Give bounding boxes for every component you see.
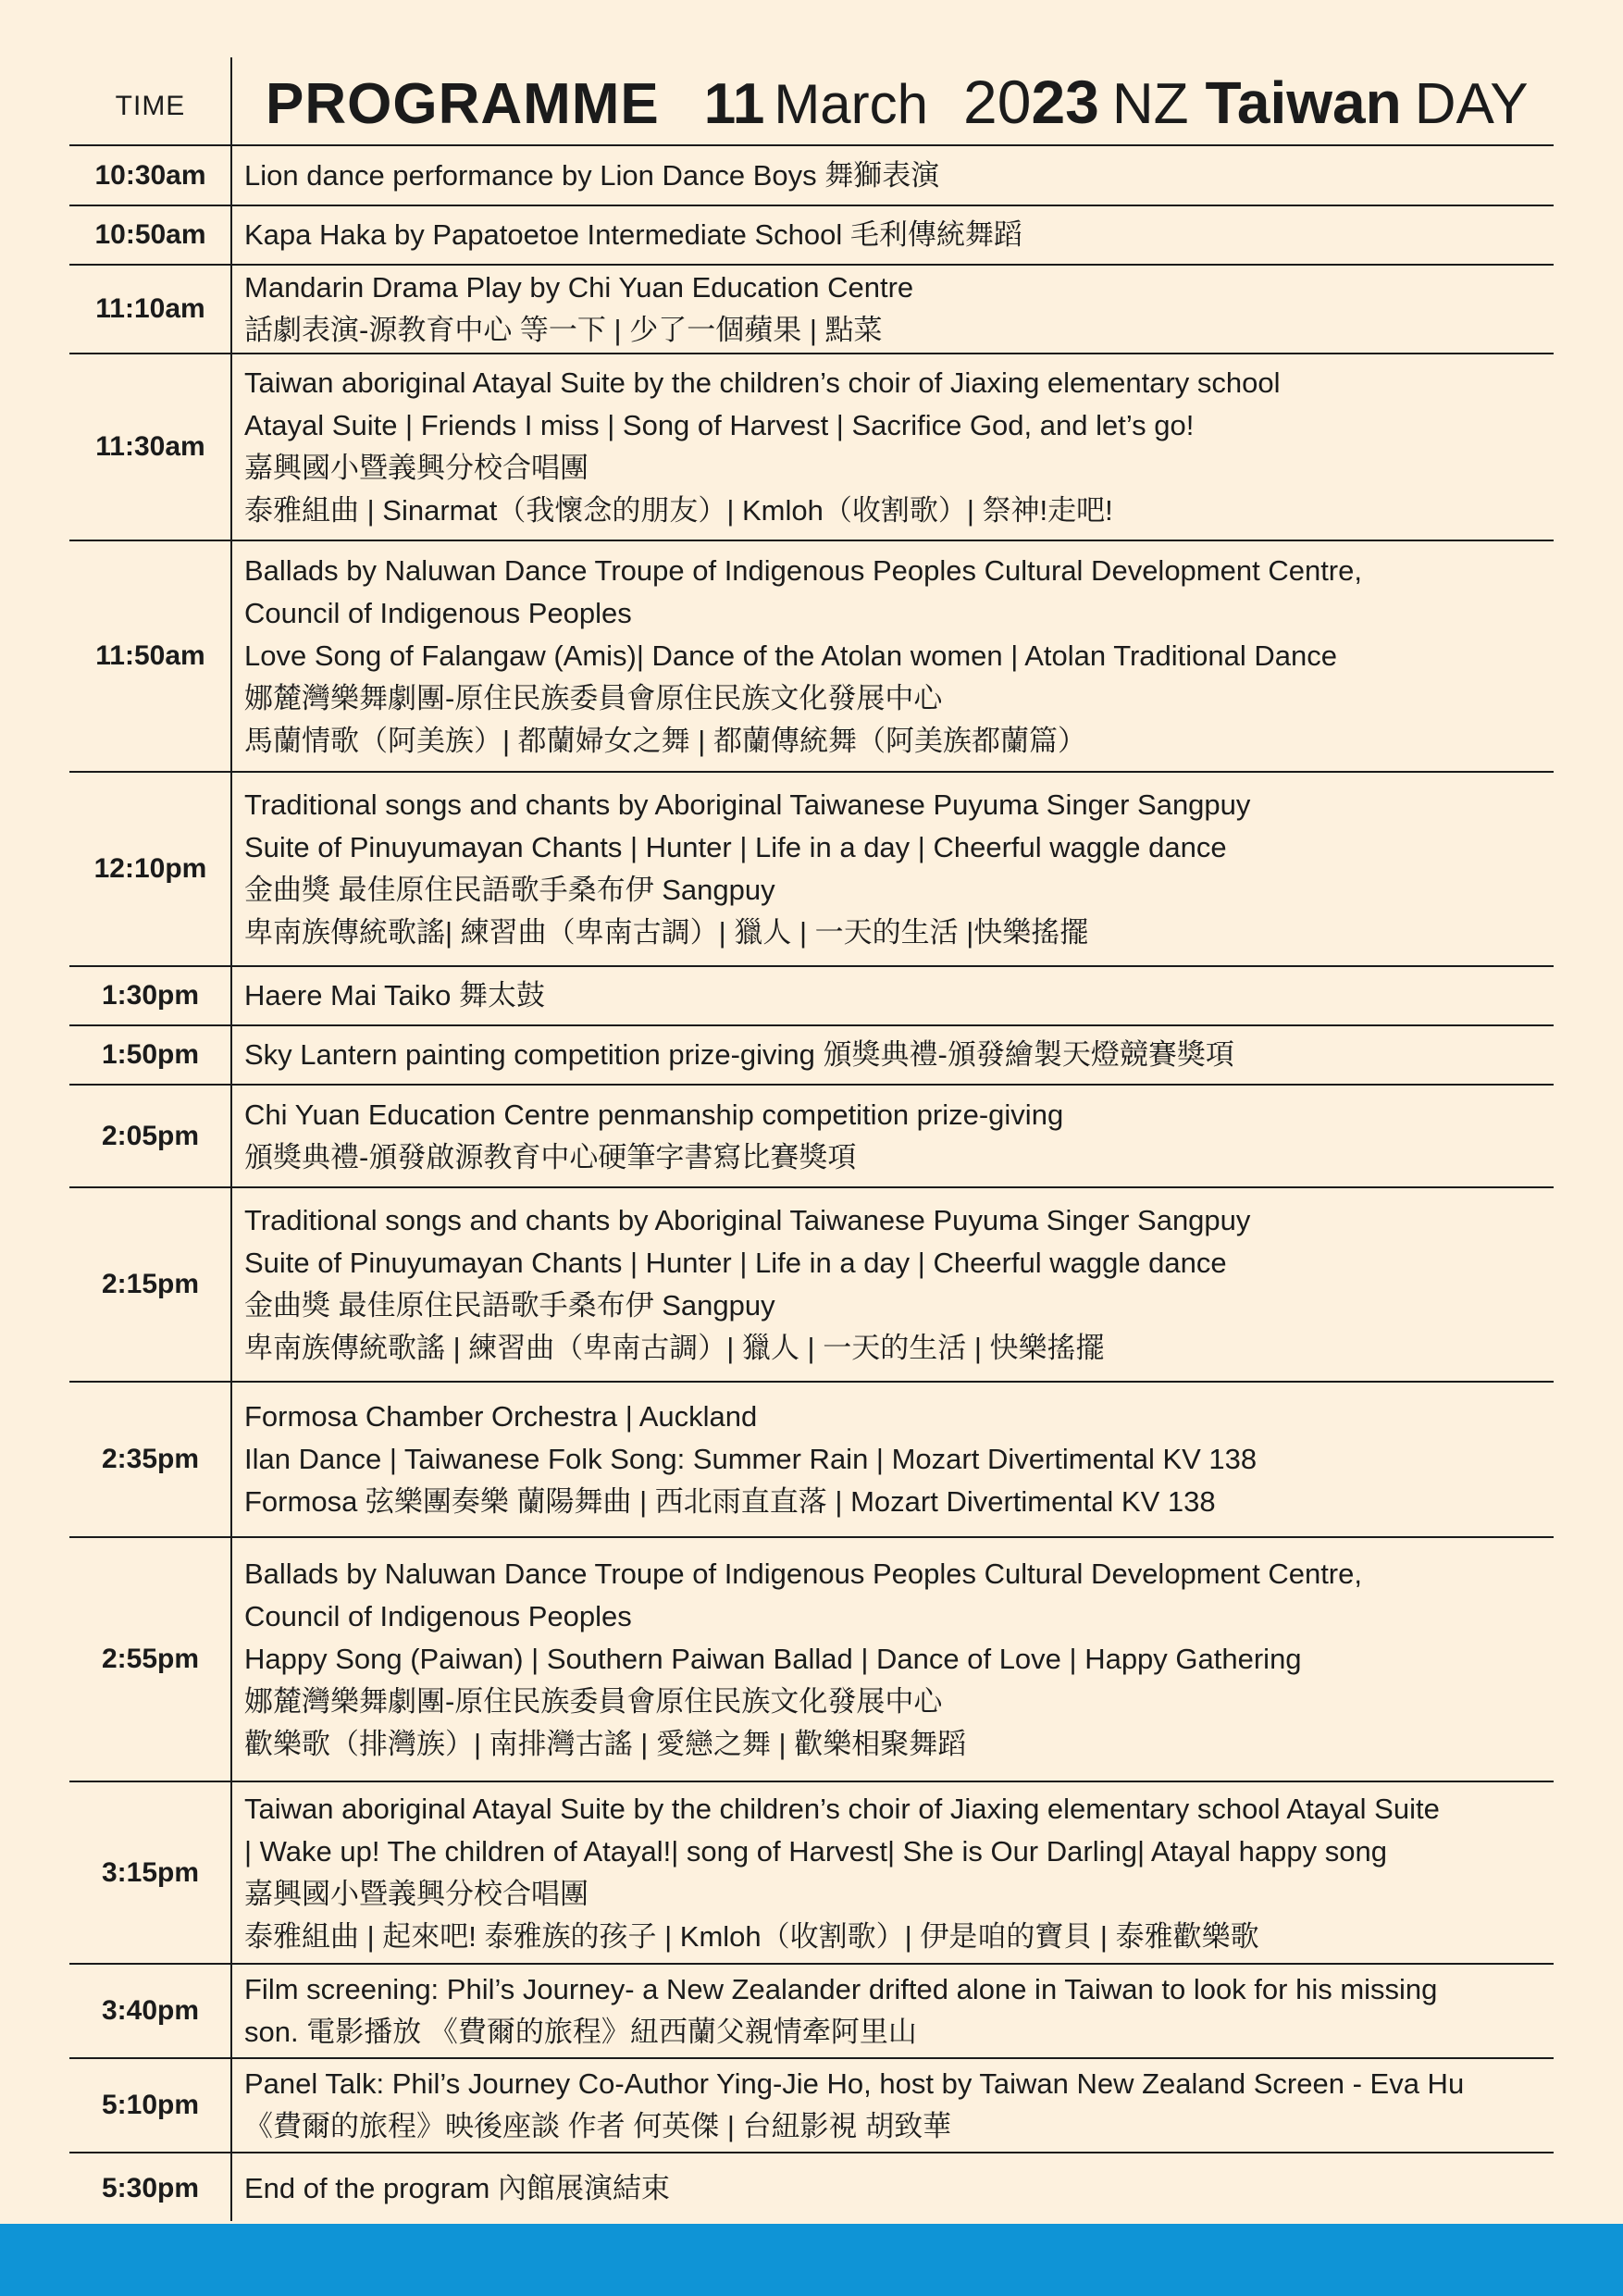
description-line: Ballads by Naluwan Dance Troupe of Indigenous Peoples Cultural Development Centre, [244,1558,1362,1590]
schedule-row [69,2152,1554,2223]
schedule-row [69,205,1554,264]
row-time: 11:30am [95,431,205,462]
description-line: 娜麓灣樂舞劇團-原住民族委員會原住民族文化發展中心 [244,1685,943,1718]
description-line: 卑南族傳統歌謠 | 練習曲（卑南古調）| 獵人 | 一天的生活 | 快樂搖擺 [244,1332,1105,1364]
schedule-row [69,2057,1554,2152]
description-line: Mandarin Drama Play by Chi Yuan Education Centre [244,271,914,304]
description-line: 卑南族傳統歌謠| 練習曲（卑南古調）| 獵人 | 一天的生活 |快樂搖擺 [244,916,1089,949]
row-description [231,266,1554,353]
title-month: March [774,73,929,135]
schedule-row [69,1381,1554,1536]
description-line: Formosa Chamber Orchestra | Auckland [244,1400,758,1433]
description-line: Atayal Suite | Friends I miss | Song of Harvest | Sacrifice God, and let’s go! [244,409,1195,441]
schedule-row [69,353,1554,540]
schedule-row [69,771,1554,965]
footer-band [0,2224,1623,2296]
description-line: son. 電影播放 《費爾的旅程》紐西蘭父親情牽阿里山 [244,2016,917,2048]
schedule-table [69,144,1554,2223]
description-line: Sky Lantern painting competition prize-giving 頒獎典禮-頒發繪製天燈競賽獎項 [244,1038,1234,1071]
description-line: 嘉興國小暨義興分校合唱團 [244,1877,588,1910]
schedule-row [69,1024,1554,1084]
row-description [231,1538,1554,1781]
row-description [231,541,1554,771]
description-line: 《費爾的旅程》映後座談 作者 何英傑 | 台紐影視 胡致華 [244,2110,952,2142]
description-line: Chi Yuan Education Centre penmanship competition prize-giving [244,1098,1064,1131]
row-time: 2:55pm [101,1644,200,1674]
description-line: Ballads by Naluwan Dance Troupe of Indigenous Peoples Cultural Development Centre, [244,554,1362,587]
row-time: 11:50am [95,640,205,671]
description-line: 馬蘭情歌（阿美族）| 都蘭婦女之舞 | 都蘭傳統舞（阿美族都蘭篇） [244,725,1086,757]
description-line: Traditional songs and chants by Aboriginal Taiwanese Puyuma Singer Sangpuy [244,788,1251,821]
description-line: 金曲獎 最佳原住民語歌手桑布伊 Sangpuy [244,874,775,906]
row-description [231,1965,1554,2057]
description-line: Love Song of Falangaw (Amis)| Dance of the Atolan women | Atolan Traditional Dance [244,639,1337,672]
row-description [231,1188,1554,1381]
description-line: Happy Song (Paiwan) | Southern Paiwan Ballad | Dance of Love | Happy Gathering [244,1643,1302,1675]
row-description [231,1026,1554,1084]
title-year-prefix: 20 [963,68,1032,136]
row-description [231,146,1554,205]
schedule-row [69,264,1554,353]
programme-title [266,65,1554,156]
schedule-row [69,1536,1554,1781]
row-description [231,967,1554,1024]
row-time: 2:15pm [101,1269,200,1299]
row-time: 10:30am [94,159,206,191]
row-time: 11:10am [95,293,205,324]
row-time: 3:40pm [101,1995,200,2026]
row-time: 5:30pm [101,2172,200,2203]
schedule-row [69,1084,1554,1186]
description-line: Taiwan aboriginal Atayal Suite by the children’s choir of Jiaxing elementary school [244,366,1281,399]
row-description [231,206,1554,264]
schedule-row [69,540,1554,771]
row-time: 5:10pm [101,2090,200,2120]
title-day-number: 11 [703,72,765,136]
title-programme: PROGRAMME [266,72,660,136]
description-line: 金曲獎 最佳原住民語歌手桑布伊 Sangpuy [244,1289,775,1322]
description-line: 歡樂歌（排灣族）| 南排灣古謠 | 愛戀之舞 | 歡樂相聚舞蹈 [244,1728,967,1760]
programme-sheet [69,57,1554,2204]
description-line: 話劇表演-源教育中心 等一下 | 少了一個蘋果 | 點菜 [244,314,883,346]
row-description [231,773,1554,965]
row-time: 12:10pm [93,853,207,884]
row-time: 3:15pm [101,1856,200,1888]
description-line: 泰雅組曲 | 起來吧! 泰雅族的孩子 | Kmloh（收割歌）| 伊是咱的寶貝 | 泰雅歡樂歌 [244,1919,1259,1953]
description-line: Panel Talk: Phil’s Journey Co-Author Ying-Jie Ho, host by Taiwan New Zealand Screen - Eva Hu [244,2067,1465,2100]
row-time: 10:50am [94,219,206,250]
row-description [231,1782,1554,1963]
description-line: Haere Mai Taiko 舞太鼓 [244,979,546,1011]
time-column-heading: TIME [115,91,186,121]
row-description [231,2059,1554,2152]
description-line: Suite of Pinuyumayan Chants | Hunter | Life in a day | Cheerful waggle dance [244,831,1227,863]
row-description [231,1086,1554,1186]
description-line: Ilan Dance | Taiwanese Folk Song: Summer Rain | Mozart Divertimental KV 138 [244,1443,1258,1475]
description-line: Formosa 弦樂團奏樂 蘭陽舞曲 | 西北雨直直落 | Mozart Divertimental KV 138 [244,1485,1216,1518]
row-description [231,2153,1554,2223]
description-line: 泰雅組曲 | Sinarmat（我懷念的朋友）| Kmloh（收割歌）| 祭神!走吧! [244,494,1113,527]
description-line: Lion dance performance by Lion Dance Boys 舞獅表演 [244,158,940,192]
description-line: End of the program 內館展演結束 [244,2171,670,2204]
description-line: 頒獎典禮-頒發啟源教育中心硬筆字書寫比賽獎項 [244,1140,857,1173]
title-nz: NZ [1111,72,1189,136]
description-line: Suite of Pinuyumayan Chants | Hunter | Life in a day | Cheerful waggle dance [244,1247,1227,1279]
schedule-row [69,1186,1554,1381]
description-line: Kapa Haka by Papatoetoe Intermediate School 毛利傳統舞蹈 [244,218,1022,251]
description-line: 娜麓灣樂舞劇團-原住民族委員會原住民族文化發展中心 [244,682,943,714]
title-day: DAY [1414,72,1529,136]
row-time: 2:05pm [101,1120,200,1151]
description-line: Traditional songs and chants by Aboriginal Taiwanese Puyuma Singer Sangpuy [244,1204,1251,1236]
programme-header [69,57,1554,145]
row-time: 2:35pm [101,1444,200,1474]
description-line: Taiwan aboriginal Atayal Suite by the children’s choir of Jiaxing elementary school Atayal Suite [244,1792,1440,1825]
schedule-row [69,144,1554,205]
row-time: 1:50pm [101,1039,200,1070]
row-time: 1:30pm [101,980,200,1011]
row-description [231,354,1554,540]
description-line: | Wake up! The children of Atayal!| song of Harvest| She is Our Darling| Atayal happy song [244,1834,1387,1868]
title-taiwan: Taiwan [1205,69,1402,136]
schedule-row [69,965,1554,1024]
schedule-row [69,1963,1554,2057]
description-line: Film screening: Phil’s Journey- a New Zealander drifted alone in Taiwan to look for his missing [244,1973,1438,2005]
description-line: 嘉興國小暨義興分校合唱團 [244,452,588,484]
schedule-row [69,1781,1554,1963]
description-line: Council of Indigenous Peoples [244,597,632,629]
row-description [231,1383,1554,1536]
description-line: Council of Indigenous Peoples [244,1600,632,1632]
title-year-suffix: 23 [1031,68,1099,136]
